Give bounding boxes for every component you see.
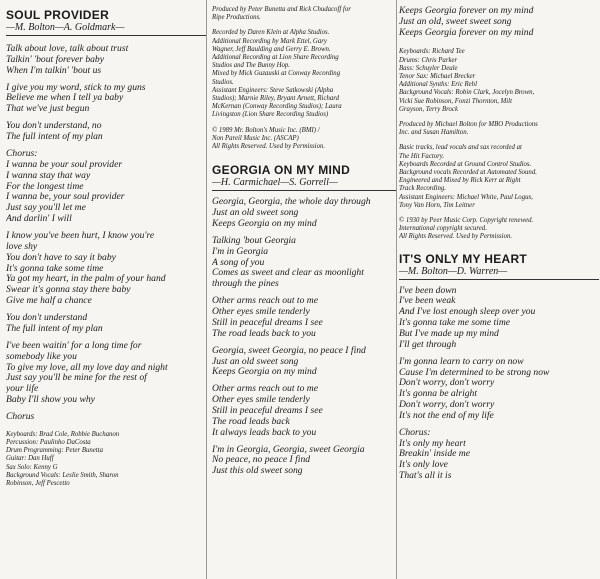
lyric-line: Just say you'll let me xyxy=(6,202,86,214)
credit-line: Studios. xyxy=(212,78,234,86)
lyric-line: somebody like you xyxy=(6,350,77,362)
credit-line: Robinson, Jeff Pescetto xyxy=(6,480,70,487)
credit-line: Drum Programming: Peter Bunetta xyxy=(6,447,103,455)
credit-line: Drums: Chris Parker xyxy=(399,56,458,64)
composer-only-my-heart: —M. Bolton—D. Warren— xyxy=(399,266,599,280)
credit-gap xyxy=(212,120,396,127)
lyric-line: I wanna be, your soul provider xyxy=(6,191,125,203)
lyric-line: I've been down xyxy=(399,284,457,296)
credit-line: International copyright secured. xyxy=(399,225,487,233)
lyrics-georgia xyxy=(212,197,396,477)
credit-line: Studios and The Bunny Hop. xyxy=(212,62,290,70)
lyric-line: I've been waitin' for a long time for xyxy=(6,339,142,351)
lyric-line: Other arms reach out to me xyxy=(212,295,318,307)
credit-line: Keyboards Recorded at Ground Control Studios. xyxy=(399,160,532,168)
lyric-line: Ya got my heart, in the palm of your hand xyxy=(6,273,166,285)
lyric-line: I wanna be your soul provider xyxy=(6,159,123,171)
lyric-line: It's gonna take some time xyxy=(6,262,104,274)
lyric-line: Breakin' inside me xyxy=(399,448,470,460)
lyric-line: The full intent of my plan xyxy=(6,131,103,143)
lyric-line: It's only my heart xyxy=(399,437,466,449)
lyric-line: No peace, no peace I find xyxy=(212,454,311,466)
credit-line: Background Vocals: Leslie Smith, Sharon xyxy=(6,471,119,479)
credit-line: Keyboards: Richard Tee xyxy=(399,48,465,56)
lyric-line: Don't worry, don't worry xyxy=(399,377,495,389)
credit-line: Sax Solo: Kenny G xyxy=(6,463,58,471)
credit-line: McKernan (Conway Recording Studios); Laura xyxy=(212,103,342,111)
lyric-line: I'll get through xyxy=(399,338,457,350)
lyric-line: your life xyxy=(6,383,39,395)
lyric-line: Keeps Georgia on my mind xyxy=(212,366,317,378)
lyric-line: The road leads back xyxy=(212,415,290,427)
lyric-line: Georgia, sweet Georgia, no peace I find xyxy=(212,344,366,356)
lyric-line: Other arms reach out to me xyxy=(212,383,318,395)
lyric-line: But I've made up my mind xyxy=(399,327,499,339)
credit-line: Wagner, Jeff Baulding and Gerry E. Brown. xyxy=(212,45,331,53)
column-left xyxy=(6,0,206,579)
lyric-line: Talkin' 'bout forever baby xyxy=(6,53,104,65)
credit-line: Vicki Sue Robinson, Fonzi Thornton, Milt xyxy=(399,97,512,105)
credit-line: Produced by Peter Bunetta and Rick Chudacoff for xyxy=(212,6,351,13)
credit-line: © 1930 by Peer Music Corp. Copyright renewed. xyxy=(399,217,534,225)
lyric-line: I'm in Georgia xyxy=(212,245,269,257)
lyric-line: It always leads back to you xyxy=(212,426,317,438)
credit-line: Grayson, Terry Brock xyxy=(399,105,458,113)
lyric-line: Other eyes smile tenderly xyxy=(212,394,310,406)
credit-line: Additional Recording by Mark Ettel, Gary xyxy=(212,37,327,45)
credit-line: Track Recording. xyxy=(399,185,446,193)
column-divider-right xyxy=(396,0,397,579)
lyric-line: You don't understand xyxy=(6,312,88,324)
lyric-line: That's all it is xyxy=(399,470,452,481)
lyrics-georgia-end xyxy=(399,6,599,38)
lyric-line: It's only love xyxy=(399,459,448,471)
credit-line: Tony Van Horn, Tim Leitner xyxy=(399,201,475,209)
lyric-line: Cause I'm determined to be strong now xyxy=(399,366,550,378)
credit-line: Recorded by Daren Klein at Alpha Studios. xyxy=(212,29,330,37)
credit-line: Guitar: Dan Huff xyxy=(6,455,54,463)
lyric-line: Georgia, Georgia, the whole day through xyxy=(212,196,371,208)
credits-soul-provider-production xyxy=(212,6,396,151)
lyric-line: The road leads back to you xyxy=(212,327,316,339)
song-title-only-my-heart: IT'S ONLY MY HEART xyxy=(399,251,528,266)
credit-line: Ripe Productions. xyxy=(212,14,261,22)
lyric-line: Believe me when I tell ya baby xyxy=(6,92,124,104)
credit-line: Percussion: Paulinho DaCosta xyxy=(6,438,91,446)
lyric-line: Don't worry, don't worry xyxy=(399,398,495,410)
credits-georgia xyxy=(399,48,599,241)
credit-line: Bass: Schuyler Deale xyxy=(399,64,458,72)
lyric-line: Chorus: xyxy=(6,148,38,160)
lyrics-only-my-heart xyxy=(399,286,599,482)
credit-gap xyxy=(399,114,599,121)
credit-gap xyxy=(399,210,599,217)
lyric-line: Keeps Georgia forever on my mind xyxy=(399,26,534,38)
lyric-line: It's gonna be alright xyxy=(399,388,478,400)
composer-soul-provider: —M. Bolton—A. Goldmark— xyxy=(6,22,206,36)
lyric-line: Talk about love, talk about trust xyxy=(6,43,129,54)
credit-line: Non Pareil Music Inc. (ASCAP) xyxy=(212,134,299,142)
lyrics-soul-provider xyxy=(6,44,206,423)
lyric-line: You don't understand, no xyxy=(6,120,102,132)
credit-line: Additional Synths: Eric Rehl xyxy=(399,81,477,89)
lyric-line: Just an old sweet song xyxy=(212,355,299,367)
credit-line: Basic tracks, lead vocals and sax recorded at xyxy=(399,144,522,152)
lyric-line: Just this old sweet song xyxy=(212,465,303,477)
song-title-georgia: GEORGIA ON MY MIND xyxy=(212,163,351,178)
credit-line: Studios); Marnie Riley, Bryant Arnett, Richard xyxy=(212,95,340,103)
lyric-line: That we've just begun xyxy=(6,103,90,115)
credit-line: All Rights Reserved. Used by Permission. xyxy=(399,233,513,241)
credit-gap xyxy=(399,137,599,144)
credit-line: Inc. and Susan Hamilton. xyxy=(399,129,469,137)
lyric-line: Still in peaceful dreams I see xyxy=(212,316,323,328)
credit-line: All Rights Reserved. Used by Permission. xyxy=(212,143,326,151)
lyric-line: It's not the end of my life xyxy=(399,409,494,421)
credit-line: Produced by Michael Bolton for MBO Productions xyxy=(399,121,538,129)
lyric-line: Chorus: xyxy=(399,426,431,438)
credit-line: The Hit Factory. xyxy=(399,152,445,160)
credit-line: Additional Recording at Lion Share Recording xyxy=(212,54,339,62)
lyric-line: Comes as sweet and clear as moonlight xyxy=(212,267,364,279)
column-divider-left xyxy=(206,0,207,579)
credit-line: Background Vocals: Robin Clark, Jocelyn Brown, xyxy=(399,89,535,97)
credit-line: Assistant Engineers: Michael White, Paul Logus, xyxy=(399,193,533,201)
lyric-line: It's gonna take me some time xyxy=(399,317,511,329)
lyric-line: And darlin' I will xyxy=(6,213,72,225)
lyric-line: When I'm talkin' 'bout us xyxy=(6,64,102,76)
lyric-line: Just an old, sweet sweet song xyxy=(399,15,512,27)
credit-line: Background vocals Recorded at Automated Sound. xyxy=(399,169,537,177)
credit-gap xyxy=(212,22,396,29)
lyric-line: Other eyes smile tenderly xyxy=(212,306,310,318)
lyric-line: I'm in Georgia, Georgia, sweet Georgia xyxy=(212,443,365,455)
lyric-line: I wanna stay that way xyxy=(6,169,91,181)
lyric-line: Just an old sweet song xyxy=(212,207,299,219)
column-middle xyxy=(212,0,396,579)
lyric-line: Keeps Georgia forever on my mind xyxy=(399,5,534,16)
lyric-line: Just say you'll be mine for the rest of xyxy=(6,372,147,384)
column-right xyxy=(399,0,599,579)
lyric-line: I'm gonna learn to carry on now xyxy=(399,355,524,367)
lyric-line: The full intent of my plan xyxy=(6,322,103,334)
lyric-line: You don't have to say it baby xyxy=(6,251,116,263)
lyric-line: Talking 'bout Georgia xyxy=(212,234,296,246)
credit-line: Livingston (Lion Share Recording Studios) xyxy=(212,111,329,119)
lyric-line: To give my love, all my love day and night xyxy=(6,361,168,373)
lyric-line: Give me half a chance xyxy=(6,294,92,306)
lyric-line: A song of you xyxy=(212,256,265,268)
lyric-line: Keeps Georgia on my mind xyxy=(212,217,317,229)
lyric-line: And I've lost enough sleep over you xyxy=(399,306,536,318)
lyric-line: Chorus xyxy=(6,410,35,422)
credit-line: Assistant Engineers: Steve Satkowski (Alpha xyxy=(212,86,334,94)
lyric-line: Baby I'll show you why xyxy=(6,393,95,405)
lyric-line: I give you my word, stick to my guns xyxy=(6,81,146,93)
lyric-line: Still in peaceful dreams I see xyxy=(212,404,323,416)
credit-line: Engineered and Mixed by Rick Kerr at Right xyxy=(399,177,521,185)
credit-line: © 1989 Mr. Bolton's Music Inc. (BMI) / xyxy=(212,126,320,134)
lyric-line: through the pines xyxy=(212,278,279,290)
lyric-line: I know you've been hurt, I know you're xyxy=(6,230,155,242)
lyric-line: Swear it's gonna stay there baby xyxy=(6,284,131,296)
lyric-line: For the longest time xyxy=(6,180,84,192)
credits-soul-provider xyxy=(6,431,206,488)
credit-line: Keyboards: Brad Cole, Robbie Buchanon xyxy=(6,430,120,438)
lyric-line: I've been weak xyxy=(399,295,456,307)
composer-georgia: —H. Carmichael—S. Gorrell— xyxy=(212,177,396,191)
lyric-line: love shy xyxy=(6,240,38,252)
song-title-soul-provider: SOUL PROVIDER xyxy=(6,8,110,22)
credit-line: Mixed by Mick Guzauski at Conway Recording xyxy=(212,70,341,78)
credit-line: Tenor Sax: Michael Brecker xyxy=(399,73,476,80)
